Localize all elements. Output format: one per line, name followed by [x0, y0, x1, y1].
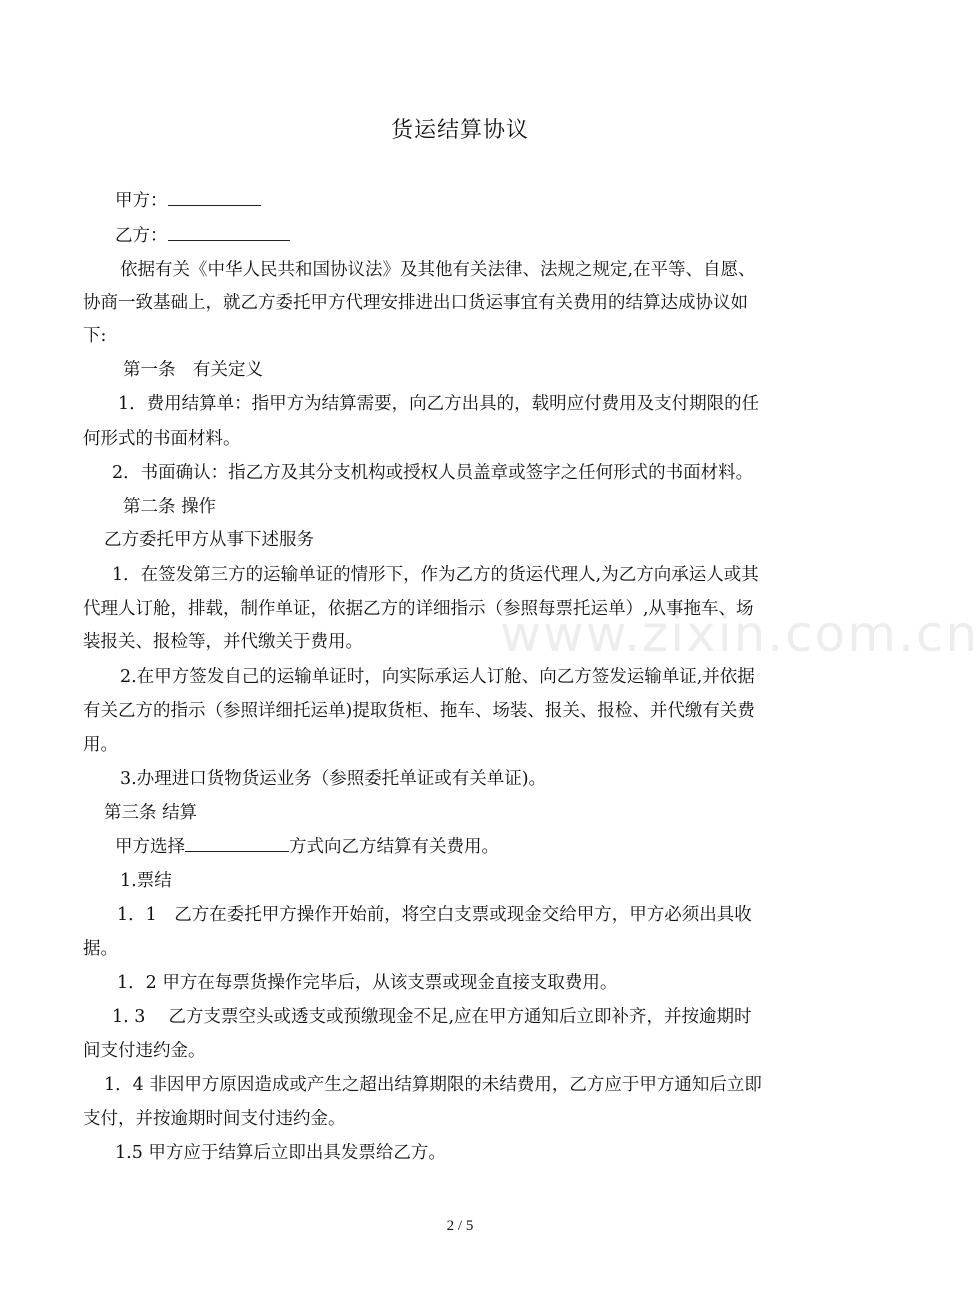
preamble-line-3: 下: — [83, 326, 107, 346]
clause-1-1-line-2: 据。 — [83, 939, 118, 959]
article-2-item-2-line-3: 用。 — [83, 735, 118, 755]
article-2-item-1-line-2: 代理人订舱，排载，制作单证，依据乙方的详细指示（参照每票托运单）,从事拖车、场 — [83, 599, 754, 619]
party-b-label: 乙方： — [115, 226, 168, 246]
page-number: 2 / 5 — [446, 1218, 474, 1234]
article-2-item-3: 3.办理进口货物货运业务（参照委托单证或有关单证)。 — [120, 769, 547, 789]
article-2-heading: 第二条 操作 — [123, 497, 217, 517]
settlement-suffix: 方式向乙方结算有关费用。 — [289, 837, 499, 857]
party-b-blank[interactable] — [168, 224, 290, 241]
article-2-item-2-line-1: 2.在甲方签发自己的运输单证时，向实际承运人订舱、向乙方签发运输单证,并依据 — [120, 667, 755, 687]
party-a-label: 甲方： — [115, 191, 168, 211]
article-3-heading: 第三条 结算 — [104, 803, 198, 823]
article-2-intro: 乙方委托甲方从事下述服务 — [104, 530, 314, 550]
preamble-line-2: 协商一致基础上，就乙方委托甲方代理安排进出口货运事宜有关费用的结算达成协议如 — [83, 293, 748, 313]
clause-1-1-line-1: 1．1 乙方在委托甲方操作开始前，将空白支票或现金交给甲方，甲方必须出具收 — [117, 905, 752, 925]
section-1-heading: 1.票结 — [120, 871, 172, 891]
settlement-method-line — [115, 835, 499, 859]
clause-1-5: 1.5 甲方应于结算后立即出具发票给乙方。 — [115, 1143, 446, 1163]
clause-1-3-line-2: 间支付违约金。 — [83, 1041, 206, 1061]
party-a-line — [115, 189, 261, 213]
article-1-heading: 第一条 有关定义 — [123, 360, 263, 380]
document-title: 货运结算协议 — [390, 118, 529, 143]
clause-1-4-line-1: 1．4 非因甲方原因造成或产生之超出结算期限的未结费用，乙方应于甲方通知后立即 — [104, 1075, 762, 1095]
article-2-item-2-line-2: 有关乙方的指示（参照详细托运单)提取货柜、拖车、场装、报关、报检、并代缴有关费 — [83, 701, 755, 721]
article-2-item-1-line-1: 1．在签发第三方的运输单证的情形下，作为乙方的货运代理人,为乙方向承运人或其 — [112, 565, 759, 585]
settlement-prefix: 甲方选择 — [115, 837, 185, 857]
party-b-line — [115, 224, 290, 248]
article-1-item-1-line-2: 何形式的书面材料。 — [83, 429, 241, 449]
article-1-item-2: 2．书面确认：指乙方及其分支机构或授权人员盖章或签字之任何形式的书面材料。 — [112, 463, 754, 483]
clause-1-4-line-2: 支付，并按逾期时间支付违约金。 — [83, 1109, 346, 1129]
settlement-method-blank[interactable] — [185, 835, 289, 852]
party-a-blank[interactable] — [168, 189, 261, 206]
article-2-item-1-line-3: 装报关、报检等，并代缴关于费用。 — [83, 632, 363, 652]
preamble-line-1: 依据有关《中华人民共和国协议法》及其他有关法律、法规之规定,在平等、自愿、 — [120, 260, 756, 280]
article-1-item-1-line-1: 1．费用结算单：指甲方为结算需要，向乙方出具的，载明应付费用及支付期限的任 — [118, 394, 760, 414]
clause-1-3-line-1: 1. 3 乙方支票空头或透支或预缴现金不足,应在甲方通知后立即补齐，并按逾期时 — [112, 1007, 752, 1027]
watermark: www.zixin.com.cn — [500, 605, 979, 663]
clause-1-2: 1．2 甲方在每票货操作完毕后，从该支票或现金直接支取费用。 — [117, 973, 618, 993]
